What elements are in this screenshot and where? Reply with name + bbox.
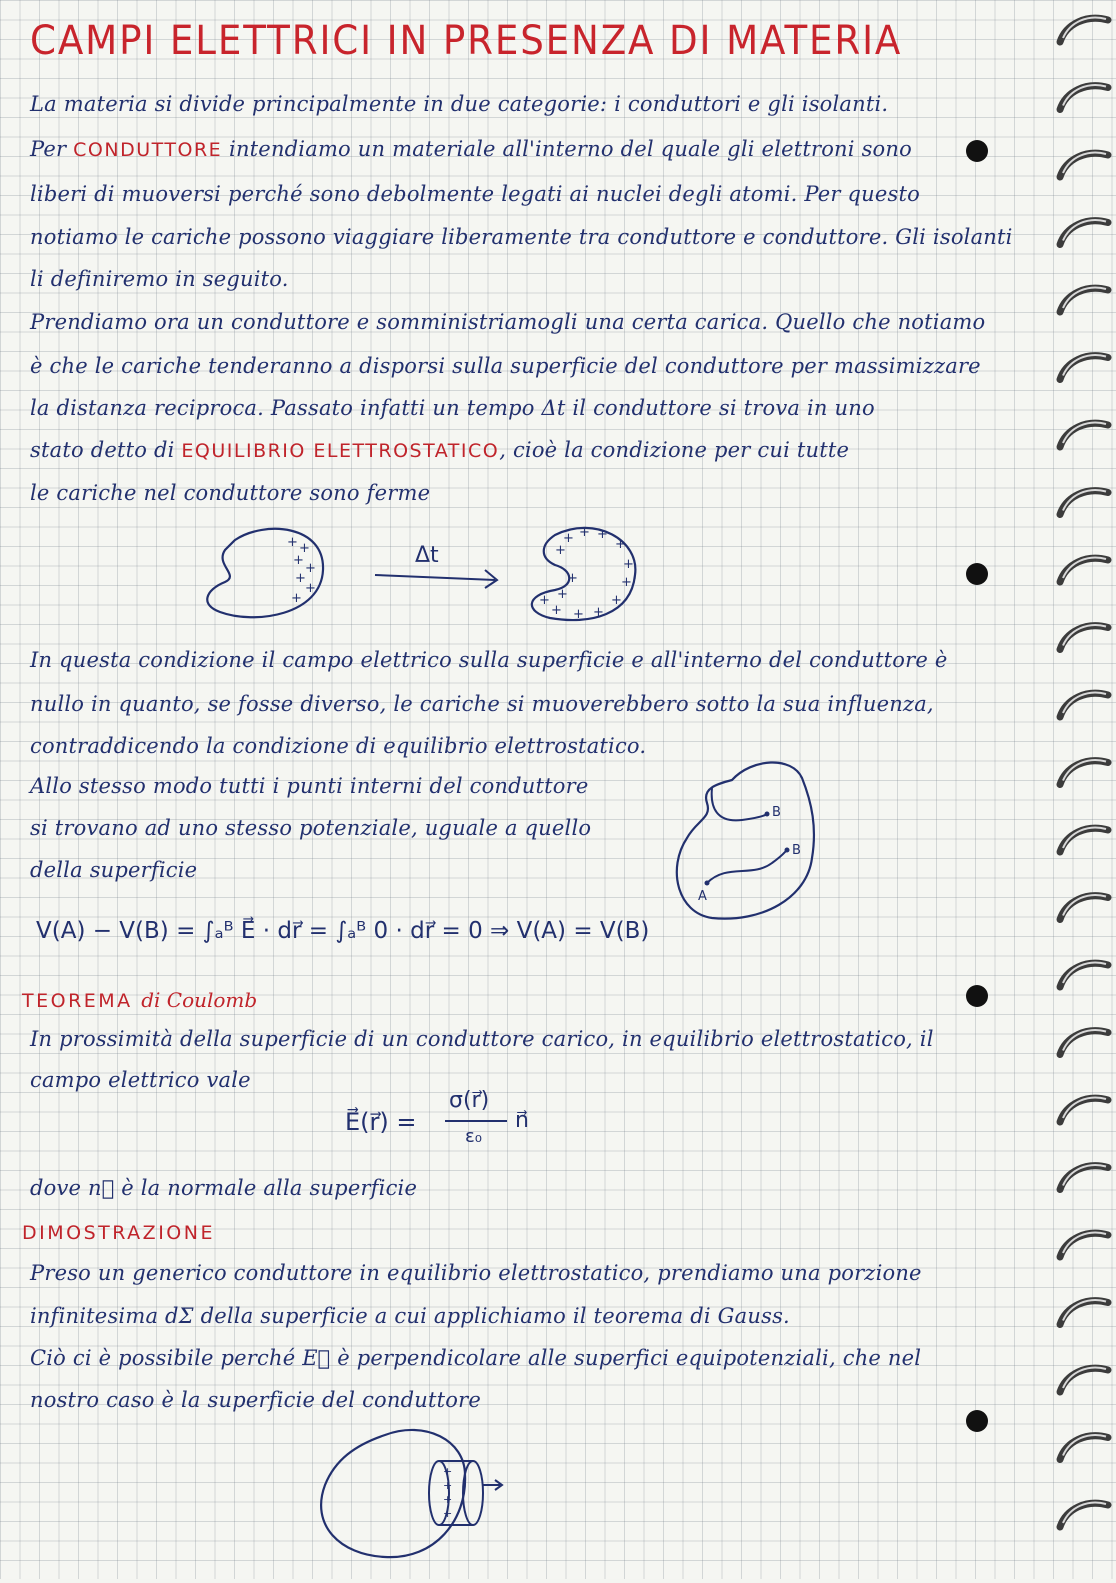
gauss-cylinder-right bbox=[463, 1461, 483, 1525]
conductor-charging-figure bbox=[195, 520, 655, 630]
spiral-ring bbox=[1060, 85, 1108, 109]
svg-text:+: + bbox=[539, 593, 550, 608]
svg-text:+: + bbox=[293, 553, 304, 568]
text-span: stato detto di bbox=[30, 438, 182, 462]
text-span: Per bbox=[30, 137, 74, 161]
punch-hole bbox=[966, 140, 988, 162]
spiral-ring bbox=[1060, 1030, 1108, 1054]
spiral-ring bbox=[1060, 828, 1108, 852]
svg-text:+: + bbox=[551, 603, 562, 618]
text-line: nullo in quanto, se fosse diverso, le cariche si muoverebbero sotto la sua influenza, bbox=[30, 692, 934, 716]
spiral-ring bbox=[1060, 1098, 1108, 1122]
term-conduttore: CONDUTTORE bbox=[73, 139, 223, 161]
svg-text:+: + bbox=[621, 575, 632, 590]
heading-part: TEOREMA bbox=[22, 990, 142, 1012]
point-b-1: B bbox=[772, 805, 781, 820]
svg-text:+: + bbox=[443, 1507, 453, 1520]
formula-numerator: σ(r⃗) bbox=[449, 1088, 490, 1113]
spiral-ring bbox=[1060, 1503, 1108, 1527]
heading-teorema-coulomb bbox=[22, 988, 257, 1012]
svg-text:+: + bbox=[287, 535, 298, 550]
spiral-ring bbox=[1060, 288, 1108, 312]
text-line: campo elettrico vale bbox=[30, 1068, 251, 1092]
term-equilibrio: EQUILIBRIO ELETTROSTATICO bbox=[181, 440, 500, 462]
svg-text:+: + bbox=[593, 605, 604, 620]
spiral-ring bbox=[1060, 490, 1108, 514]
path-a-b-2 bbox=[707, 850, 787, 883]
page-title: CAMPI ELETTRICI IN PRESENZA DI MATERIA bbox=[30, 18, 903, 64]
spiral-ring bbox=[1060, 1435, 1108, 1459]
svg-text:+: + bbox=[611, 593, 622, 608]
spiral-ring bbox=[1060, 1165, 1108, 1189]
text-line: infinitesima dΣ della superficie a cui applichiamo il teorema di Gauss. bbox=[30, 1304, 790, 1328]
delta-t-label: Δt bbox=[415, 543, 439, 568]
spiral-ring bbox=[1060, 153, 1108, 177]
svg-text:+: + bbox=[305, 581, 316, 596]
svg-text:+: + bbox=[299, 541, 310, 556]
surface-charges bbox=[443, 1465, 452, 1520]
text-line: notiamo le cariche possono viaggiare liberamente tra conduttore e conduttore. Gli isolanti bbox=[30, 225, 1013, 249]
text-line: liberi di muoversi perché sono debolmente legati ai nuclei degli atomi. Per questo bbox=[30, 182, 920, 206]
svg-text:+: + bbox=[623, 557, 634, 572]
spiral-ring bbox=[1060, 355, 1108, 379]
spiral-rings bbox=[1046, 0, 1116, 1579]
text-span: , cioè la condizione per cui tutte bbox=[499, 438, 850, 462]
delta-t-arrow bbox=[375, 575, 495, 580]
svg-text:+: + bbox=[557, 587, 568, 602]
point-b-2: B bbox=[792, 843, 801, 858]
svg-text:+: + bbox=[291, 591, 302, 606]
heading-part: di Coulomb bbox=[141, 988, 258, 1012]
spiral-ring bbox=[1060, 423, 1108, 447]
text-line: dove n⃗ è la normale alla superficie bbox=[30, 1176, 418, 1200]
svg-text:+: + bbox=[305, 561, 316, 576]
text-line: Preso un generico conduttore in equilibrio elettrostatico, prendiamo una porzione bbox=[30, 1261, 922, 1285]
svg-text:+: + bbox=[443, 1465, 453, 1478]
spiral-binding bbox=[1046, 0, 1116, 1579]
text-line: In questa condizione il campo elettrico sulla superficie e all'interno del conduttore è bbox=[30, 648, 948, 672]
svg-text:+: + bbox=[443, 1493, 453, 1506]
punch-hole bbox=[966, 563, 988, 585]
spiral-ring bbox=[1060, 693, 1108, 717]
text-line: li definiremo in seguito. bbox=[30, 267, 289, 291]
spiral-ring bbox=[1060, 18, 1108, 42]
formula-coulomb bbox=[345, 1088, 565, 1163]
svg-text:+: + bbox=[443, 1479, 453, 1492]
text-line: della superficie bbox=[30, 858, 198, 882]
text-line bbox=[30, 137, 912, 161]
charges-after bbox=[539, 525, 634, 622]
punch-hole bbox=[966, 985, 988, 1007]
text-line: le cariche nel conduttore sono ferme bbox=[30, 481, 431, 505]
punch-hole bbox=[966, 1410, 988, 1432]
text-line: è che le cariche tenderanno a disporsi sulla superficie del conduttore per massimizzare bbox=[30, 354, 981, 378]
text-line: Allo stesso modo tutti i punti interni del conduttore bbox=[30, 774, 589, 798]
spiral-ring bbox=[1060, 963, 1108, 987]
spiral-ring bbox=[1060, 1233, 1108, 1257]
spiral-ring bbox=[1060, 760, 1108, 784]
svg-text:+: + bbox=[567, 571, 578, 586]
formula-denominator: ε₀ bbox=[465, 1126, 482, 1147]
equipotential-figure bbox=[672, 758, 832, 928]
text-line bbox=[30, 438, 849, 462]
text-span: intendiamo un materiale all'interno del quale gli elettroni sono bbox=[222, 137, 912, 161]
gauss-cylinder-figure bbox=[315, 1425, 515, 1565]
text-line: nostro caso è la superficie del conduttore bbox=[30, 1388, 481, 1412]
svg-text:+: + bbox=[579, 525, 590, 540]
text-line: Ciò ci è possibile perché E⃗ è perpendicolare alle superfici equipotenziali, che nel bbox=[30, 1346, 922, 1370]
svg-text:+: + bbox=[555, 543, 566, 558]
svg-text:+: + bbox=[597, 527, 608, 542]
spiral-ring bbox=[1060, 558, 1108, 582]
spiral-ring bbox=[1060, 220, 1108, 244]
formula-potential: V(A) − V(B) = ∫ₐᴮ E⃗ · dr⃗ = ∫ₐᴮ 0 · dr⃗ = 0 ⇒ V(A) = V(B) bbox=[36, 918, 650, 944]
spiral-ring bbox=[1060, 1368, 1108, 1392]
svg-text:+: + bbox=[563, 531, 574, 546]
svg-text:+: + bbox=[573, 607, 584, 622]
path-a-b-1 bbox=[712, 788, 767, 820]
text-line: In prossimità della superficie di un conduttore carico, in equilibrio elettrostatico, il bbox=[30, 1027, 934, 1051]
point-a: A bbox=[698, 889, 707, 904]
fraction-bar bbox=[445, 1120, 507, 1122]
text-line: contraddicendo la condizione di equilibrio elettrostatico. bbox=[30, 734, 647, 758]
text-line: La materia si divide principalmente in due categorie: i conduttori e gli isolanti. bbox=[30, 92, 889, 116]
charges-before bbox=[287, 535, 316, 606]
spiral-ring bbox=[1060, 625, 1108, 649]
spiral-ring bbox=[1060, 1300, 1108, 1324]
spiral-ring bbox=[1060, 895, 1108, 919]
text-line: si trovano ad uno stesso potenziale, uguale a quello bbox=[30, 816, 592, 840]
text-line: Prendiamo ora un conduttore e somministriamogli una certa carica. Quello che notiamo bbox=[30, 310, 986, 334]
text-line: la distanza reciproca. Passato infatti un tempo Δt il conduttore si trova in uno bbox=[30, 396, 875, 420]
svg-text:+: + bbox=[295, 571, 306, 586]
svg-text:+: + bbox=[615, 537, 626, 552]
formula-normal: n⃗ bbox=[515, 1108, 529, 1133]
formula-lhs: E⃗(r⃗) = bbox=[345, 1108, 417, 1136]
heading-dimostrazione: DIMOSTRAZIONE bbox=[22, 1222, 215, 1244]
